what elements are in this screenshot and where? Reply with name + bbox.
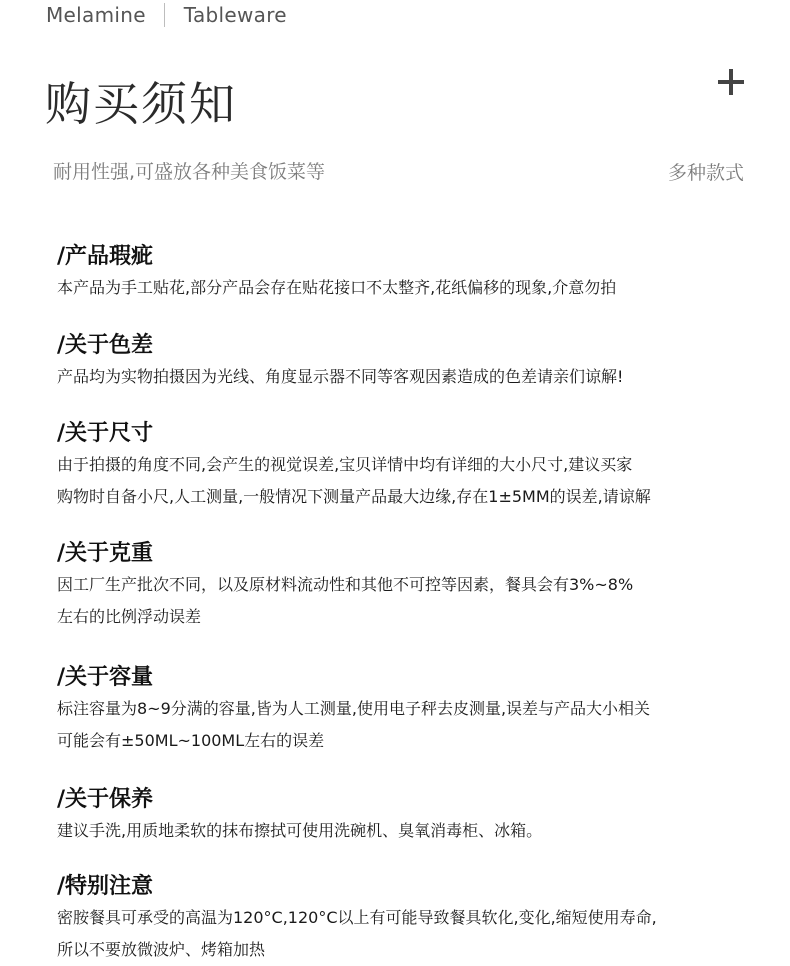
section-text-line: 由于拍摄的角度不同,会产生的视觉误差,宝贝详情中均有详细的大小尺寸,建议买家 xyxy=(57,455,633,474)
page-title: 购买须知 xyxy=(45,77,237,131)
section-heading: /特别注意 xyxy=(57,874,154,899)
plus-icon xyxy=(718,69,744,95)
section-weight xyxy=(57,539,747,633)
section-text-line: 产品均为实物拍摄因为光线、角度显示器不同等客观因素造成的色差请亲们谅解! xyxy=(57,367,624,386)
section-heading: /关于容量 xyxy=(57,665,154,690)
section-color-difference xyxy=(57,331,747,393)
section-text-line: 左右的比例浮动误差 xyxy=(57,607,202,626)
section-heading: /关于尺寸 xyxy=(57,421,154,446)
brand-left-label: Melamine xyxy=(46,3,146,27)
section-heading: /产品瑕疵 xyxy=(57,244,154,269)
section-heading: /关于保养 xyxy=(57,787,154,812)
section-heading: /关于色差 xyxy=(57,333,154,358)
section-heading: /关于克重 xyxy=(57,541,154,566)
section-text-line: 密胺餐具可承受的高温为120°C,120°C以上有可能导致餐具软化,变化,缩短使用寿命, xyxy=(57,908,657,927)
page-subtitle: 耐用性强,可盛放各种美食饭菜等 xyxy=(53,161,326,183)
section-text-line: 购物时自备小尺,人工测量,一般情况下测量产品最大边缘,存在1±5MM的误差,请谅解 xyxy=(57,487,651,506)
brand-divider xyxy=(164,3,165,27)
section-size xyxy=(57,419,747,513)
section-text-line: 所以不要放微波炉、烤箱加热 xyxy=(57,940,266,959)
section-special-notice xyxy=(57,872,747,966)
section-defects xyxy=(57,242,747,304)
section-capacity xyxy=(57,663,747,757)
section-text-line: 标注容量为8~9分满的容量,皆为人工测量,使用电子秤去皮测量,误差与产品大小相关 xyxy=(57,699,651,718)
section-maintenance xyxy=(57,785,747,847)
section-text-line: 本产品为手工贴花,部分产品会存在贴花接口不太整齐,花纸偏移的现象,介意勿拍 xyxy=(57,278,617,297)
brand-bar xyxy=(46,0,287,30)
section-text-line: 建议手洗,用质地柔软的抹布擦拭可使用洗碗机、臭氧消毒柜、冰箱。 xyxy=(57,821,543,840)
styles-label: 多种款式 xyxy=(667,162,744,184)
section-text-line: 因工厂生产批次不同，以及原材料流动性和其他不可控等因素，餐具会有3%~8% xyxy=(57,575,634,594)
brand-right-label: Tableware xyxy=(183,3,287,27)
section-text-line: 可能会有±50ML~100ML左右的误差 xyxy=(57,731,325,750)
